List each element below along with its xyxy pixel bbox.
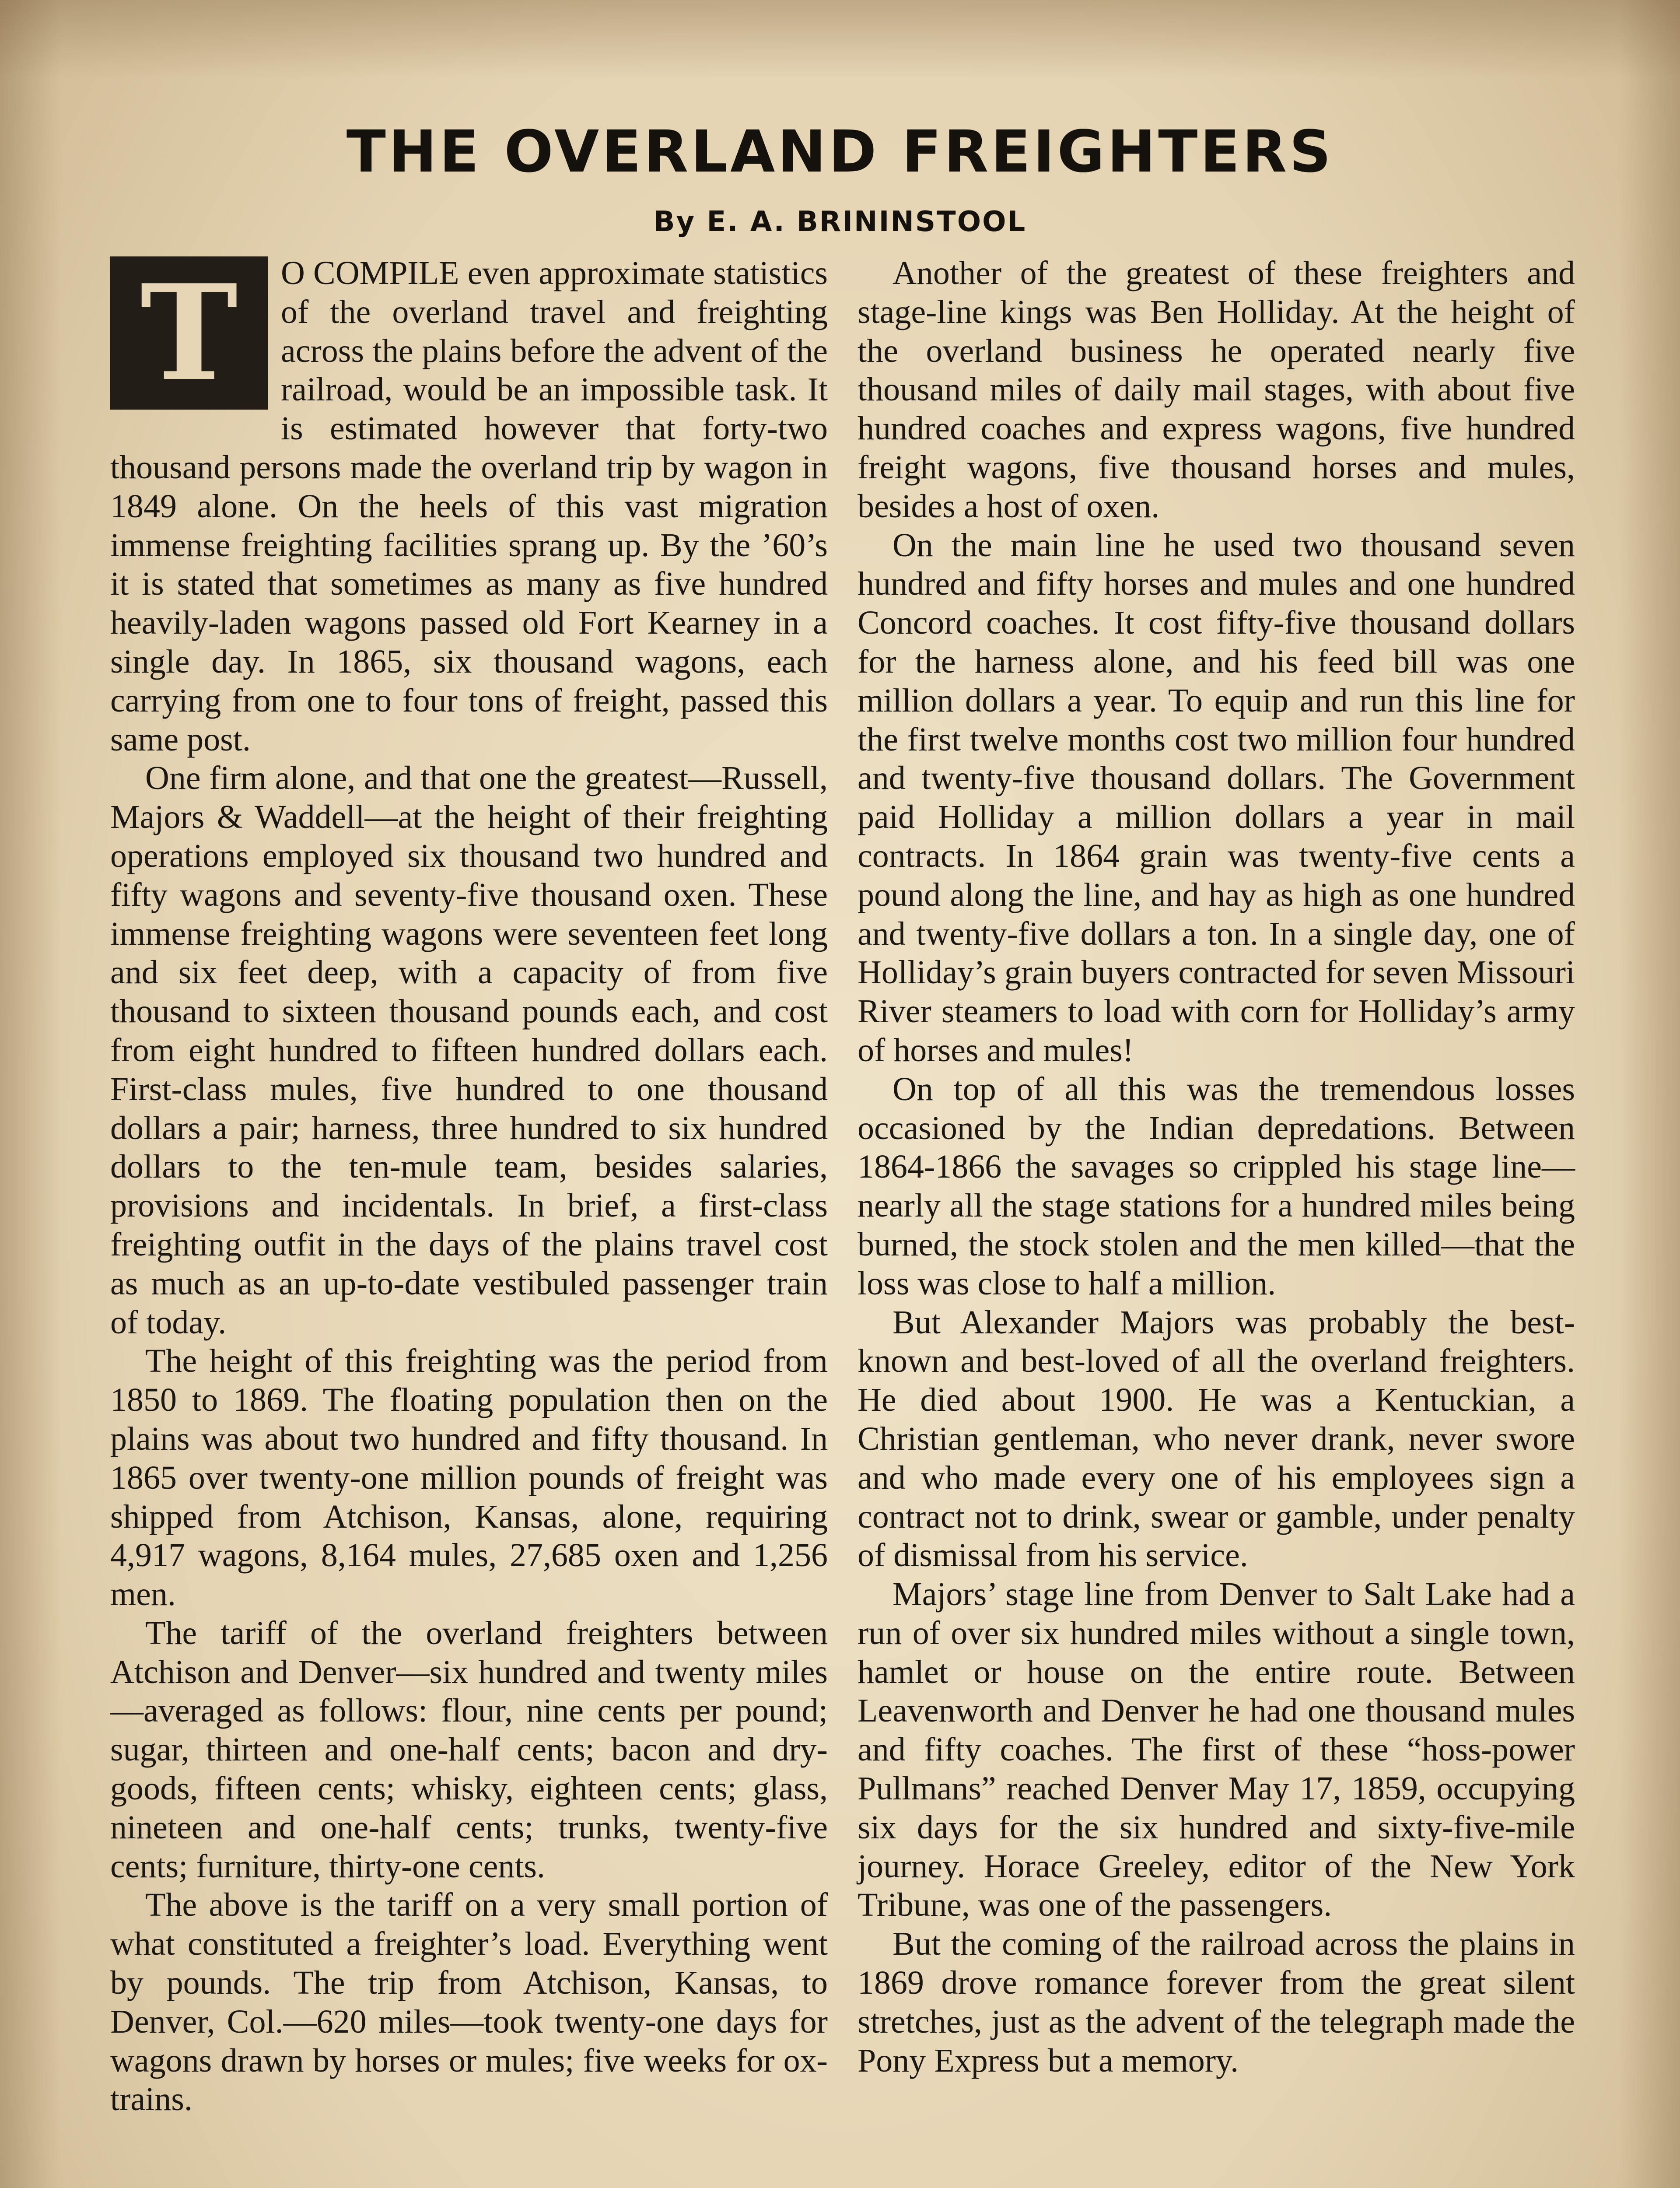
article-paragraph-7: On the main line he used two thousand seven hundred and fifty horses and mules and one hundred Concord coaches. It cost fifty-five thousand dollars for the harness alone, and his feed bill was one million dollars a year. To equip and run this line for the first twelve months cost two million four hundred and twenty-five thousand dollars. The Government paid Holliday a million dollars a year in mail contracts. In 1864 grain was twenty-five cents a pound along the line, and hay as high as one hundred and twenty-five dollars a ton. In a single day, one of Holliday’s grain buyers contracted for seven Missouri River steamers to load with corn for Holliday’s army of horses and mules!	[858, 526, 1575, 1069]
article-paragraph-11: But the coming of the railroad across the plains in 1869 drove romance forever from the great silent stretches, just as the advent of the telegraph made the Pony Express but a memory.	[858, 1925, 1575, 2079]
drop-cap	[110, 256, 268, 410]
page-shadow-top	[0, 0, 1680, 79]
page-shadow-right	[1619, 0, 1680, 2188]
article-paragraph-2: One firm alone, and that one the greatest—Russell, Majors & Waddell—at the height of their freighting operations employed six thousand two hundred and fifty wagons and seventy-five thousand oxen. These immense freighting wagons were seventeen feet long and six feet deep, with a capacity of from five thousand to sixteen thousand pounds each, and cost from eight hundred to fifteen hundred dollars each. First-class mules, five hundred to one thousand dollars a pair; harness, three hundred to six hundred dollars to the ten-mule team, besides salaries, provisions and incidentals. In brief, a first-class freighting outfit in the days of the plains travel cost as much as an up-to-date vestibuled passenger train of today.	[110, 760, 828, 1341]
article-title: THE OVERLAND FREIGHTERS	[346, 118, 1334, 186]
right-column	[858, 254, 1575, 2080]
article-paragraph-3: The height of this freighting was the period from 1850 to 1869. The floating population then on the plains was about two hundred and fifty thousand. In 1865 over twenty-one million pounds of freight was shipped from Atchison, Kansas, alone, requiring 4,917 wagons, 8,164 mules, 27,685 oxen and 1,256 men.	[110, 1343, 828, 1613]
article-paragraph-6: Another of the greatest of these freighters and stage-line kings was Ben Holliday. At the height of the overland business he operated nearly five thousand miles of daily mail stages, with about five hundred coaches and express wagons, five hundred freight wagons, five thousand horses and mules, besides a host of oxen.	[858, 255, 1575, 525]
byline: By E. A. BRININSTOOL	[653, 206, 1027, 238]
article-paragraph-10: Majors’ stage line from Denver to Salt Lake had a run of over six hundred miles without a single town, hamlet or house on the entire route. Between Leavenworth and Denver he had one thousand mules and fifty coaches. The first of these “hoss-power Pullmans” reached Denver May 17, 1859, occupying six days for the six hundred and sixty-five-mile journey. Horace Greeley, editor of the New York Tribune, was one of the passengers.	[858, 1576, 1575, 1924]
article-paragraph-5: The above is the tariff on a very small portion of what constituted a freighter’s load. Everything went by pounds. The trip from Atchison, Kansas, to Denver, Col.—620 miles—took twenty-one days for wagons drawn by horses or mules; five weeks for ox-trains.	[110, 1886, 828, 2118]
left-column	[110, 254, 828, 2119]
page-shadow-left	[0, 0, 61, 2188]
article-paragraph-8: On top of all this was the tremendous losses occasioned by the Indian depredations. Between 1864-1866 the savages so crippled his stage line—nearly all the stage stations for a hundred miles being burned, the stock stolen and the men killed—that the loss was close to half a million.	[858, 1070, 1575, 1302]
article-paragraph-4: The tariff of the overland freighters between Atchison and Denver—six hundred and twenty miles—averaged as follows: flour, nine cents per pound; sugar, thirteen and one-half cents; bacon and dry-goods, fifteen cents; whisky, eighteen cents; glass, nineteen and one-half cents; trunks, twenty-five cents; furniture, thirty-one cents.	[110, 1614, 828, 1885]
article-paragraph-1	[110, 254, 828, 759]
article-paragraph-9: But Alexander Majors was probably the best-known and best-loved of all the overland freighters. He died about 1900. He was a Kentuckian, a Christian gentleman, who never drank, never swore and who made every one of his employees sign a contract not to drink, swear or gamble, under penalty of dismissal from his service.	[858, 1304, 1575, 1574]
drop-cap-letter: T	[140, 256, 238, 410]
paragraph-text: O COMPILE even approximate statistics of the overland travel and freighting across the plains before the advent of the railroad, would be an impossible task. It is estimated however that forty-two thousand persons made the overland trip by wagon in 1849 alone. On the heels of this vast migration immense freighting facilities sprang up. By the ’60’s it is stated that sometimes as many as five hundred heavily-laden wagons passed old Fort Kearney in a single day. In 1865, six thousand wagons, each carrying from one to four tons of freight, passed this same post.	[110, 255, 828, 758]
